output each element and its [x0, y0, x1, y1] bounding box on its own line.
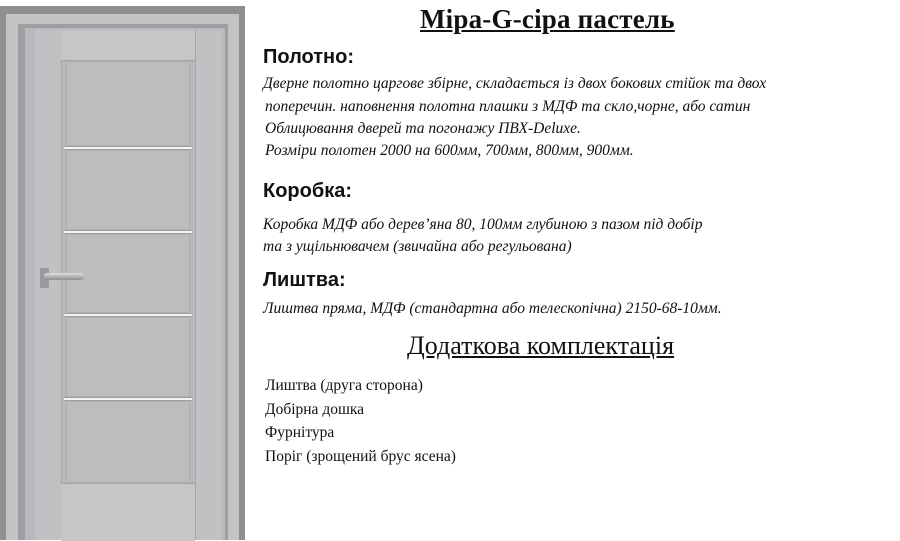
addon-item: Лиштва (друга сторона) [265, 377, 423, 394]
door-glass-panel-4 [66, 317, 190, 397]
door-glass-panel-1 [66, 61, 190, 146]
page-title: Міра-G-сіра пастель [420, 4, 675, 34]
door-handle-icon [44, 273, 84, 280]
lyshtva-line-1: Лиштва пряма, МДФ (стандартна або телескопічна) 2150-68-10мм. [263, 300, 722, 317]
door-stile-right [195, 30, 222, 540]
section-heading-polotno: Полотно: [263, 46, 355, 68]
section-heading-lyshtva: Лиштва: [263, 269, 346, 291]
section-heading-korobka: Коробка: [263, 180, 353, 202]
door-rail-bottom [61, 483, 195, 541]
door-glass-panel-5 [66, 401, 190, 483]
polotno-line-2: поперечин. наповнення полотна плашки з МДФ та скло,чорне, або сатин [265, 98, 751, 115]
addon-item: Фурнітура [265, 424, 335, 441]
polotno-line-1: Дверне полотно царгове збірне, складається із двох бокових стійок та двох [263, 75, 767, 92]
korobka-line-2: та з ущільнювачем (звичайна або регульована) [263, 238, 572, 255]
door-rail-top [61, 30, 195, 61]
addon-item: Поріг (зрощений брус ясена) [265, 447, 456, 465]
polotno-line-4: Розміри полотен 2000 на 600мм, 700мм, 800мм, 900мм. [265, 142, 634, 159]
addon-item: Добірна дошка [265, 400, 365, 418]
korobka-line-1: Коробка МДФ або дерев’яна 80, 100мм глубиною з пазом під добір [263, 216, 703, 233]
door-glass-panel-3 [66, 234, 190, 313]
door-image [0, 0, 245, 540]
polotno-line-3: Облицювання дверей та погонажу ПВХ-Deluxe. [265, 120, 581, 137]
addons-heading: Додаткова комплектація [407, 331, 675, 360]
addons-list [265, 374, 456, 468]
door-glass-panel-2 [66, 150, 190, 230]
